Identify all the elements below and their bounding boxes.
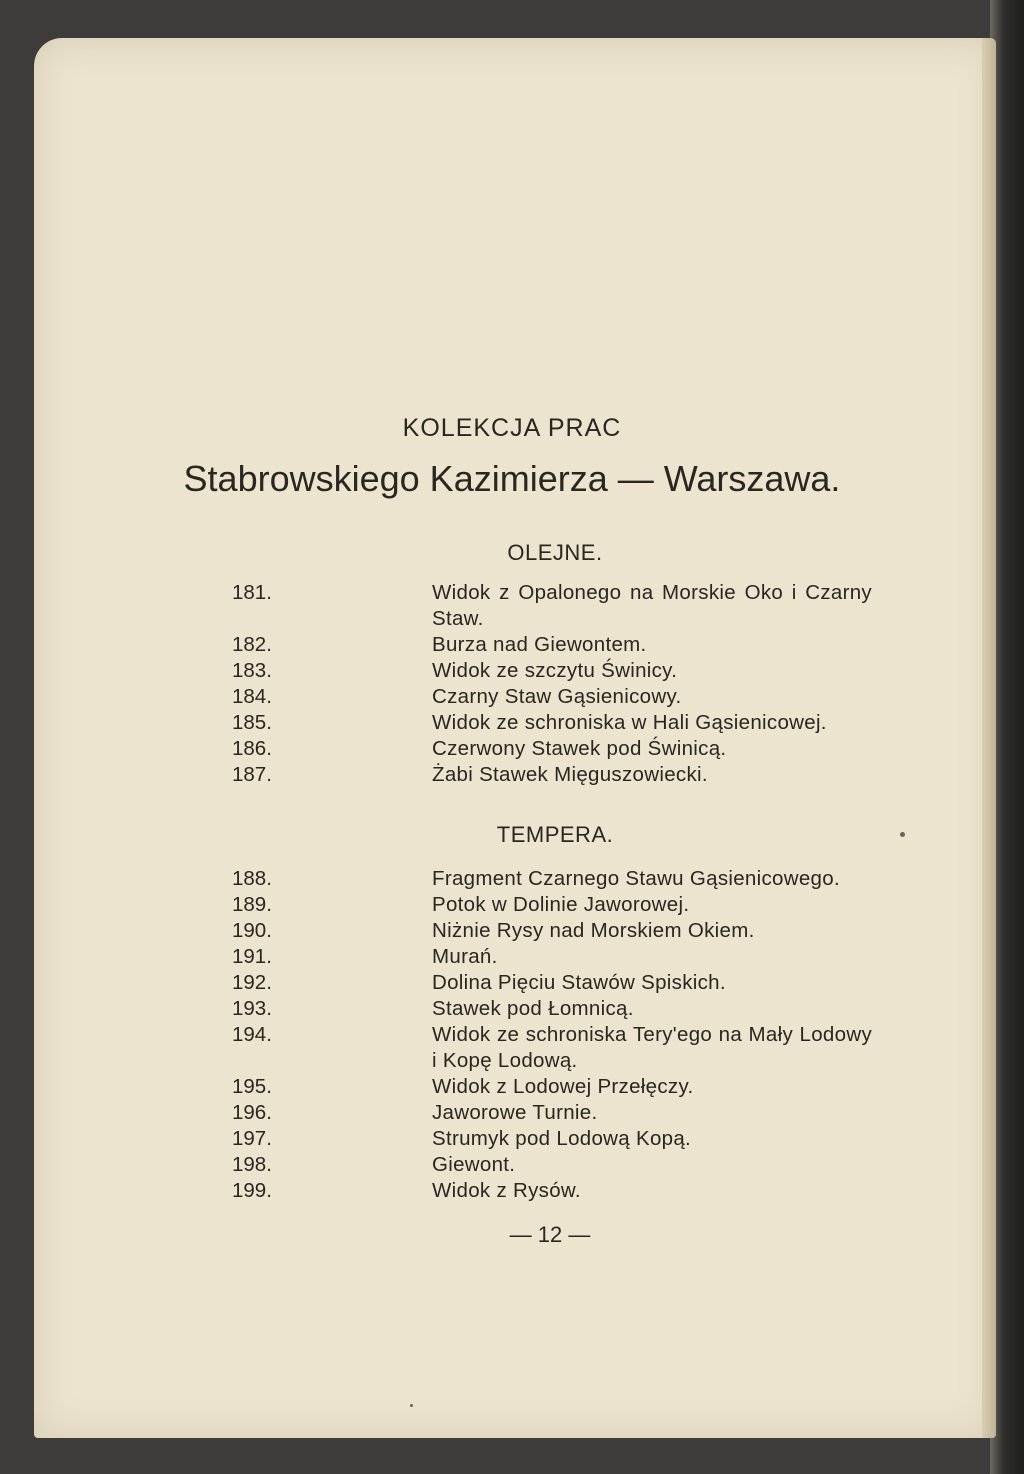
entry-number: 192.	[232, 971, 272, 994]
tempera-works-list	[232, 866, 872, 1204]
entry-number: 198.	[232, 1153, 272, 1176]
entry-title: Widok ze szczytu Świnicy.	[432, 659, 678, 682]
list-item	[232, 1152, 872, 1178]
paper-speck	[900, 832, 905, 837]
list-item	[232, 580, 872, 632]
entry-number: 189.	[232, 893, 272, 916]
entry-number: 197.	[232, 1127, 272, 1150]
entry-title: Stawek pod Łomnicą.	[432, 997, 634, 1020]
entry-title: Czerwony Stawek pod Świnicą.	[432, 737, 727, 760]
list-item	[232, 1022, 872, 1074]
entry-number: 185.	[232, 711, 272, 734]
list-item	[232, 658, 872, 684]
entry-number: 190.	[232, 919, 272, 942]
page-number: — 12 —	[509, 1222, 591, 1247]
entry-title: Fragment Czarnego Stawu Gąsienicowego.	[432, 867, 840, 890]
entry-title: Widok z Lodowej Przełęczy.	[432, 1075, 694, 1098]
entry-number: 188.	[232, 867, 272, 890]
section-title-oil: OLEJNE.	[507, 540, 603, 565]
list-item	[232, 996, 872, 1022]
entry-title: Dolina Pięciu Stawów Spiskich.	[432, 971, 726, 994]
collection-heading: KOLEKCJA PRAC	[402, 414, 622, 442]
oil-works-list	[232, 580, 872, 788]
entry-title: Giewont.	[432, 1153, 516, 1176]
entry-number: 184.	[232, 685, 272, 708]
list-item	[232, 1126, 872, 1152]
entry-title: Strumyk pod Lodową Kopą.	[432, 1127, 692, 1150]
list-item	[232, 1074, 872, 1100]
entry-number: 195.	[232, 1075, 272, 1098]
list-item	[232, 710, 872, 736]
list-item	[232, 762, 872, 788]
list-item	[232, 970, 872, 996]
list-item	[232, 1100, 872, 1126]
entry-number: 186.	[232, 737, 272, 760]
entry-title: Czarny Staw Gąsienicowy.	[432, 685, 682, 708]
paper-speck	[410, 1404, 413, 1407]
entry-title: Żabi Stawek Mięguszowiecki.	[432, 763, 708, 786]
list-item	[232, 736, 872, 762]
entry-title: Niżnie Rysy nad Morskiem Okiem.	[432, 919, 755, 942]
page-edge	[982, 38, 996, 1438]
entry-number: 196.	[232, 1101, 272, 1124]
list-item	[232, 918, 872, 944]
entry-title: Jaworowe Turnie.	[432, 1101, 598, 1124]
artist-heading: Stabrowskiego Kazimierza — Warszawa.	[183, 458, 841, 499]
list-item	[232, 866, 872, 892]
list-item	[232, 684, 872, 710]
list-item	[232, 892, 872, 918]
entry-number: 181.	[232, 581, 272, 604]
entry-title: Widok z Rysów.	[432, 1179, 581, 1202]
entry-title: Potok w Dolinie Jaworowej.	[432, 893, 690, 916]
entry-number: 182.	[232, 633, 272, 656]
list-item	[232, 944, 872, 970]
entry-number: 194.	[232, 1023, 272, 1046]
entry-number: 193.	[232, 997, 272, 1020]
entry-title: Burza nad Giewontem.	[432, 633, 647, 656]
entry-number: 191.	[232, 945, 272, 968]
entry-number: 183.	[232, 659, 272, 682]
entry-number: 199.	[232, 1179, 272, 1202]
entry-number: 187.	[232, 763, 272, 786]
list-item	[232, 632, 872, 658]
list-item	[232, 1178, 872, 1204]
entry-title: Widok ze schroniska w Hali Gąsienicowej.	[432, 711, 827, 734]
section-title-tempera: TEMPERA.	[496, 822, 614, 847]
entry-title: Widok z Opalonego na Morskie Oko i Czarny Staw.	[432, 581, 872, 630]
entry-title: Murań.	[432, 945, 498, 968]
entry-title: Widok ze schroniska Tery'ego na Mały Lodowy i Kopę Lodową.	[432, 1023, 872, 1072]
